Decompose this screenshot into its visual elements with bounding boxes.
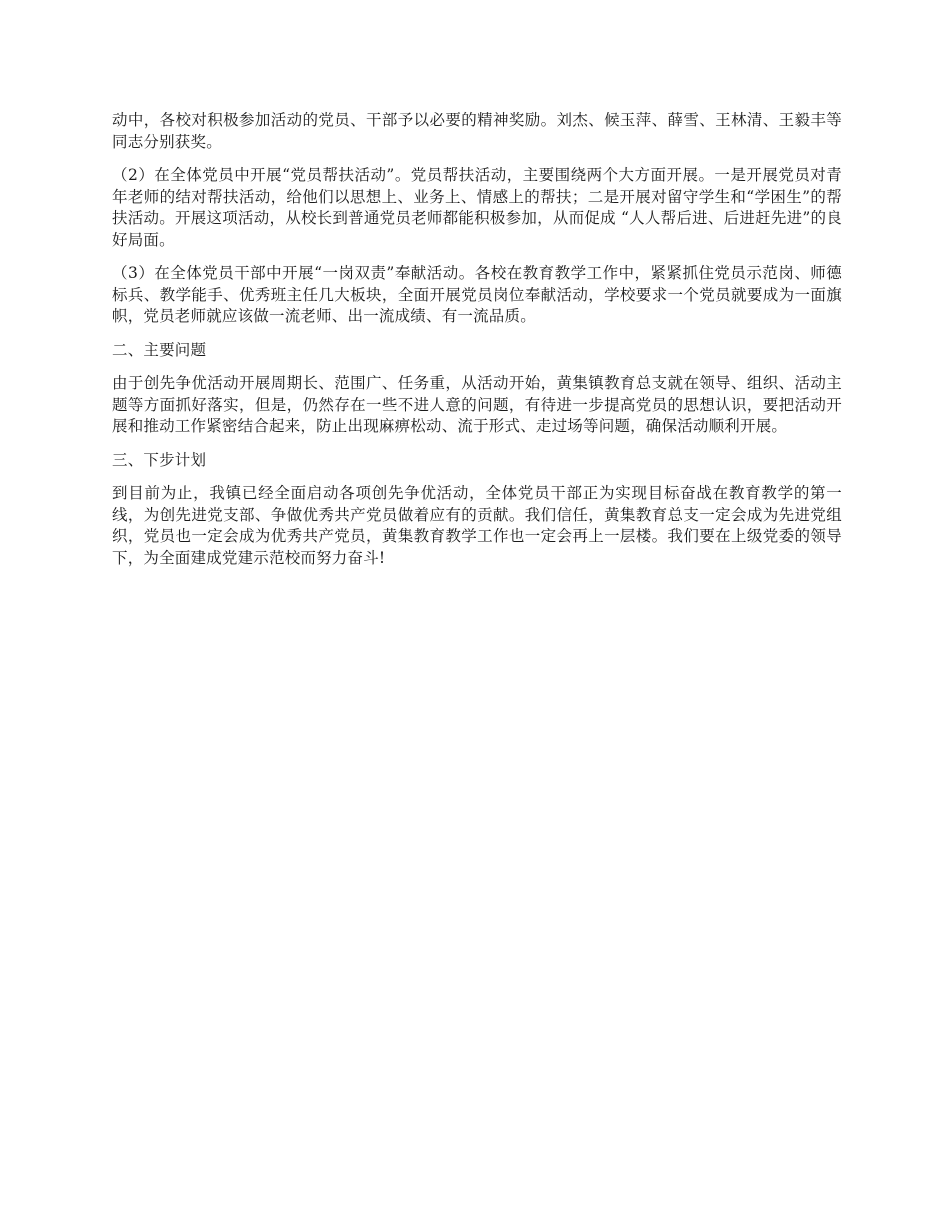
paragraph-main-problems: 由于创先争优活动开展周期长、范围广、任务重，从活动开始，黄集镇教育总支就在领导、组织、活动主题等方面抓好落实，但是，仍然存在一些不进人意的问题，有待进一步提高党员的思想认识，要把活动开展和推动工作紧密结合起来，防止出现麻痹松动、流于形式、走过场等问题，确保活动顺利开展。 <box>112 374 842 435</box>
paragraph-one-post-two-duties: （3）在全体党员干部中开展“一岗双责”奉献活动。各校在教育教学工作中，紧紧抓住党员示范岗、师德标兵、教学能手、优秀班主任几大板块，全面开展党员岗位奉献活动，学校要求一个党员就要成为一面旗帜，党员老师就应该做一流老师、出一流成绩、有一流品质。 <box>112 264 842 325</box>
paragraph-awards: 动中，各校对积极参加活动的党员、干部予以必要的精神奖励。刘杰、候玉萍、薛雪、王林清、王毅丰等同志分别获奖。 <box>112 111 842 151</box>
section-heading-main-problems: 二、主要问题 <box>112 340 207 359</box>
paragraph-party-member-assistance: （2）在全体党员中开展“党员帮扶活动”。党员帮扶活动，主要围绕两个大方面开展。一是开展党员对青年老师的结对帮扶活动，给他们以思想上、业务上、情感上的帮扶；二是开展对留守学生和“学困生”的帮扶活动。开展这项活动，从校长到普通党员老师都能积极参加，从而促成 “人人帮后进、后进赶先进”的良好局面。 <box>112 166 842 249</box>
paragraph-next-plan: 到目前为止，我镇已经全面启动各项创先争优活动，全体党员干部正为实现目标奋战在教育教学的第一线，为创先进党支部、争做优秀共产党员做着应有的贡献。我们信任，黄集教育总支一定会成为先进党组织，党员也一定会成为优秀共产党员，黄集教育教学工作也一定会再上一层楼。我们要在上级党委的领导下，为全面建成党建示范校而努力奋斗! <box>112 484 842 567</box>
document-page <box>112 110 842 581</box>
section-heading-next-plan: 三、下步计划 <box>112 450 207 469</box>
